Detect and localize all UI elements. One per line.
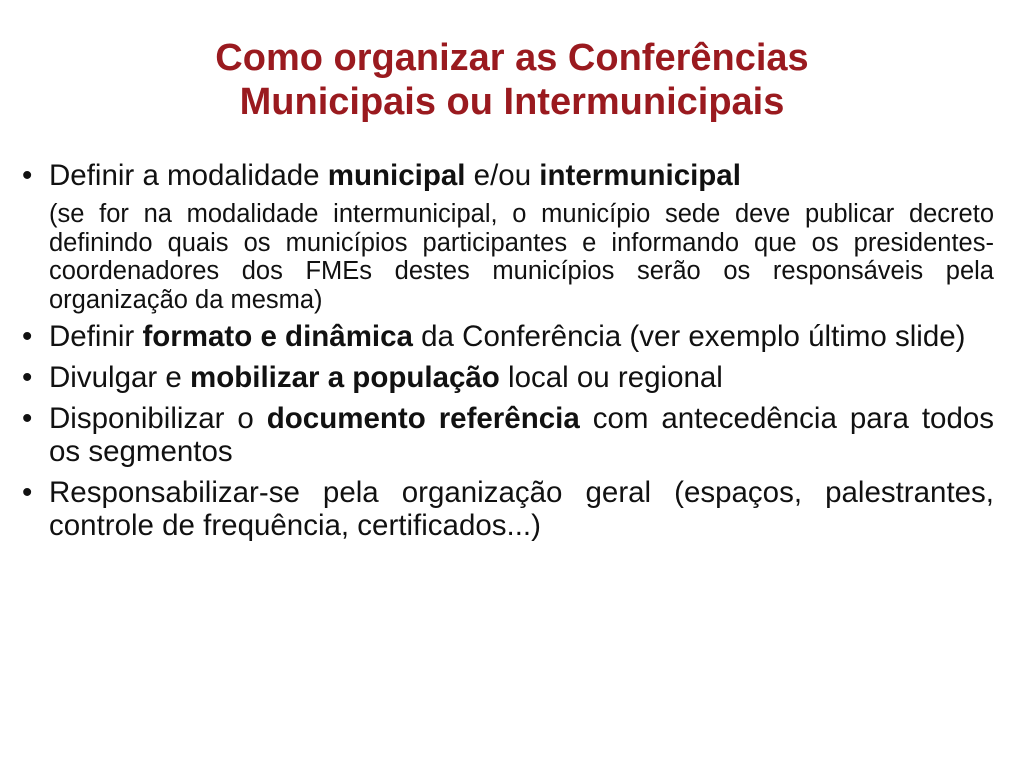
bullet-bold-text: municipal [327, 159, 466, 192]
bullet-text: da Conferência (ver exemplo último slide) [412, 320, 966, 353]
bullet-text: Divulgar e [49, 361, 191, 394]
bullet-text: com antecedência para todos os segmentos [49, 402, 995, 468]
bullet-bold-text: documento referência [266, 402, 580, 435]
bullet-item-formato [22, 320, 994, 353]
slide-title [0, 36, 1024, 124]
bullet-list [22, 159, 994, 550]
bullet-text: local ou regional [499, 361, 723, 394]
bullet-text: e/ou [465, 159, 540, 192]
bullet-dot: • [22, 476, 33, 509]
bullet-bold-text: formato e dinâmica [142, 320, 413, 353]
bullet-item-documento [22, 402, 994, 468]
bullet-bold-text: mobilizar a população [190, 361, 500, 394]
bullet-subnote: (se for na modalidade intermunicipal, o município sede deve publicar decreto definindo quais os municípios participantes e informando que os presidentes-coordenadores dos FMEs destes municípios serão os responsáveis pela organização da mesma) [49, 200, 994, 314]
bullet-item-modalidade [22, 159, 994, 192]
bullet-text: Disponibilizar o [49, 402, 267, 435]
bullet-dot: • [22, 402, 33, 435]
bullet-dot: • [22, 159, 33, 192]
bullet-bold-text: intermunicipal [539, 159, 741, 192]
bullet-text: Definir [49, 320, 143, 353]
bullet-dot: • [22, 320, 33, 353]
bullet-dot: • [22, 361, 33, 394]
title-line-2: Municipais ou Intermunicipais [239, 81, 785, 123]
bullet-text: Responsabilizar-se pela organização geral (espaços, palestrantes, controle de frequência, certificados...) [49, 476, 994, 542]
bullet-item-divulgar [22, 361, 994, 394]
bullet-item-responsabilizar [22, 476, 994, 542]
bullet-text: Definir a modalidade [49, 159, 328, 192]
title-line-1: Como organizar as Conferências [215, 37, 809, 79]
